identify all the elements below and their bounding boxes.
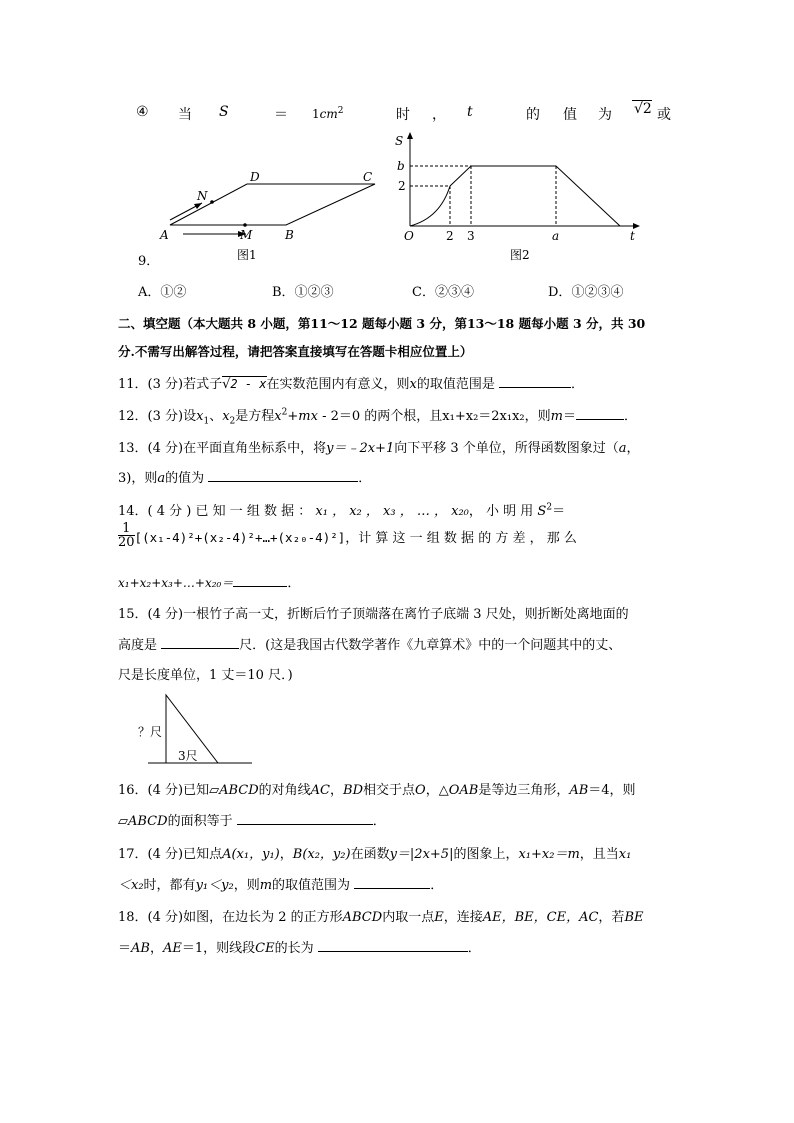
point-n — [210, 200, 214, 204]
label-d: D — [250, 170, 260, 184]
point-m — [243, 223, 247, 227]
question-17-line-1: 17．(4 分)已知点A(x₁，y₁)，B(x₂，y₂)在函数y＝|2x+5|的图象上，x₁+x₂＝m，且当x₁ — [118, 847, 632, 862]
q17-answer-blank — [354, 876, 430, 889]
figure-1-parallelogram — [150, 160, 390, 260]
q12-answer-blank — [576, 407, 624, 420]
label-o: O — [404, 229, 414, 243]
q18-answer-blank — [318, 939, 468, 952]
q13-answer-blank — [208, 469, 358, 482]
section-2-title-line-2: 分.不需写出解答过程，请把答案直接填写在答题卡相应位置上） — [118, 344, 473, 359]
option-b: B．①②③ — [272, 285, 334, 300]
q15-answer-blank — [161, 636, 239, 649]
question-12: 12．(3 分)设$x_1$、$x_2$是方程$x^2+mx - 2=0$ 的两个根，且x₁+x₂＝2x₁x₂，则m＝ ． — [118, 407, 638, 427]
fraction-1-20: $\frac{1}{20}$ — [118, 521, 135, 550]
question-18-line-2: ＝AB，AE＝1，则线段CE的长为 ． — [118, 941, 481, 956]
q9-number: 9． — [138, 254, 160, 269]
label-x2: 2 — [446, 229, 454, 243]
bamboo-figure — [134, 690, 264, 770]
question-18-line-1: 18．(4 分)如图，在边长为 2 的正方形ABCD内取一点E，连接AE，BE，CE，AC，若BE — [118, 910, 644, 925]
option-d: D．①②③④ — [548, 285, 624, 300]
label-n: N — [197, 189, 208, 203]
figure-1-caption: 图1 — [237, 248, 257, 260]
section-2-title-line-1: 二、填空题（本大题共 8 小题，第11～12 题每小题 3 分，第13～18 题每小题 3 分，共 30 — [118, 316, 646, 331]
label-s: S — [395, 134, 404, 148]
label-c: C — [363, 170, 373, 184]
label-3-chi: 3尺 — [178, 749, 198, 763]
question-14-line-1: 14．( 4 分 ) 已 知 一 组 数 据 ： x₁ ， x₂ ， x₃ ， … ， x₂₀， 小 明 用 $S^2=$ — [118, 502, 566, 519]
question-14-line-2: $\frac{1}{20}$ [(x₁-4)²+(x₂-4)²+…+(x₂₀-4)²]，计 算 这 一 组 数 据 的 方 差 ， 那 么 — [118, 521, 577, 550]
label-a-axis: a — [552, 229, 560, 243]
circle-4: ④ — [136, 104, 149, 120]
question-14-line-3: x₁+x₂+x₃+…+x₂₀＝ ． — [118, 576, 301, 591]
question-11: 11．(3 分)若式子√2 - x在实数范围内有意义，则x的取值范围是 ． — [118, 377, 585, 392]
q14-answer-blank — [233, 574, 287, 587]
question-15-line-1: 15．(4 分)一根竹子高一丈，折断后竹子顶端落在离竹子底端 3 尺处，则折断处离地面的 — [118, 607, 629, 622]
y-axis-arrow — [407, 132, 413, 139]
option-c: C．②③④ — [412, 285, 474, 300]
option-a: A．①② — [138, 285, 187, 300]
question-16-line-2: ▱ABCD的面积等于 ． — [118, 814, 386, 829]
figure-2-graph — [390, 128, 650, 268]
label-m: M — [240, 228, 253, 242]
q11-answer-blank — [499, 375, 571, 388]
question-16-line-1: 16．(4 分)已知▱ABCD的对角线AC，BD相交于点O，△OAB是等边三角形，AB＝4，则 — [118, 783, 636, 798]
figure-2-caption: 图2 — [510, 248, 530, 262]
question-15-line-2: 高度是 尺．(这是我国古代数学著作《九章算术》中的一个问题其中的丈、 — [118, 638, 622, 653]
label-question-chi: ？尺 — [138, 725, 163, 739]
label-b: B — [285, 228, 294, 242]
label-y2: 2 — [398, 179, 406, 193]
question-13-line-2: 3)，则a的值为 ． — [118, 471, 372, 486]
question-17-line-2: ＜x₂时，都有y₁＜y₂，则m的取值范围为 ． — [118, 878, 444, 893]
q16-answer-blank — [237, 812, 373, 825]
curve — [410, 186, 450, 226]
label-t: t — [630, 229, 635, 243]
label-a: A — [160, 228, 169, 242]
label-x3: 3 — [467, 229, 475, 243]
sqrt-2: √2 — [634, 101, 652, 117]
label-b-axis: b — [397, 159, 405, 173]
question-15-line-3: 尺是长度单位，1 丈＝10 尺．) — [118, 668, 293, 683]
graph-lines — [450, 166, 620, 226]
question-13-line-1: 13．(4 分)在平面直角坐标系中，将y＝﹣2x+1向下平移 3 个单位，所得函数图象过（a， — [118, 441, 640, 456]
